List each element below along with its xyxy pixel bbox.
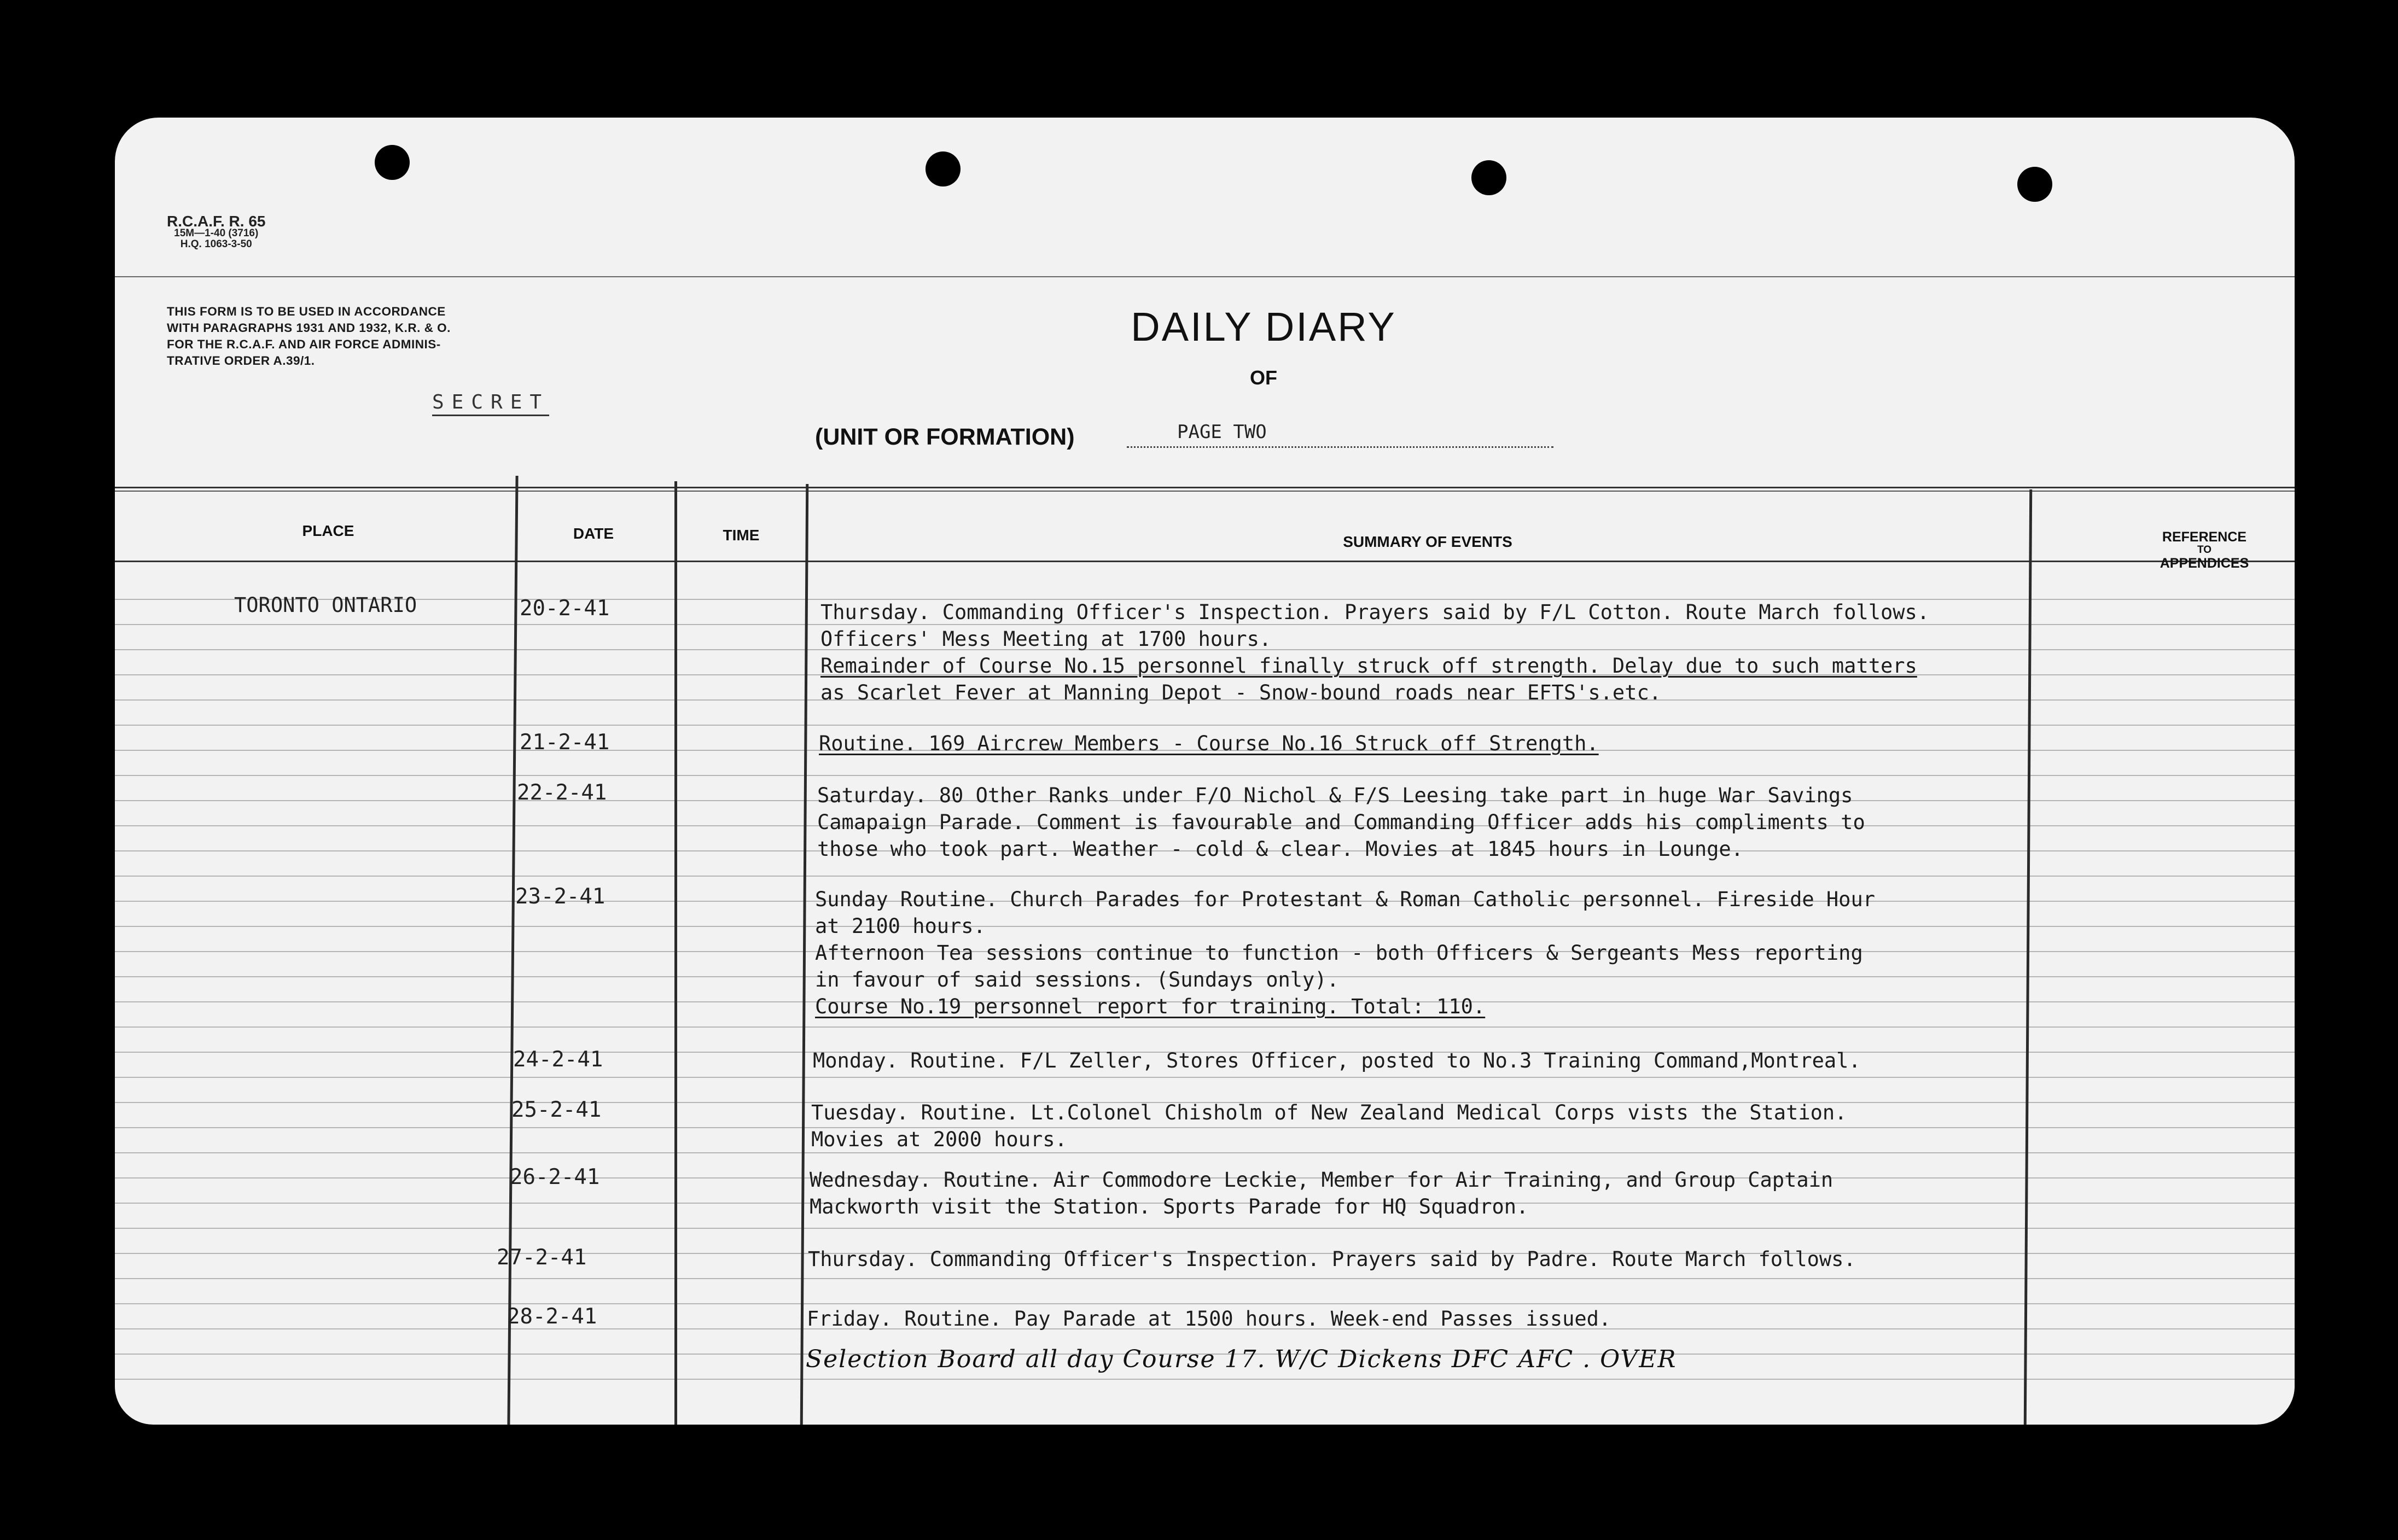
entry-date: 20-2-41 <box>520 596 610 621</box>
entry-date: 21-2-41 <box>520 730 610 755</box>
column-header-summary: SUMMARY OF EVENTS <box>1343 533 1512 550</box>
summary-line: Wednesday. Routine. Air Commodore Leckie, Member for Air Training, and Group Captain <box>810 1168 1834 1192</box>
punch-hole <box>375 145 410 180</box>
rule-line <box>115 1228 2295 1229</box>
reference-header-line: REFERENCE <box>2162 529 2247 545</box>
entry-date: 27-2-41 <box>497 1245 587 1270</box>
entry-date: 22-2-41 <box>517 780 607 805</box>
entry-date: 28-2-41 <box>507 1304 597 1329</box>
entry-summary <box>811 1099 1847 1153</box>
rule-line <box>115 876 2295 877</box>
entry-date: 24-2-41 <box>513 1047 603 1072</box>
instruction-line: TRATIVE ORDER A.39/1. <box>167 354 315 368</box>
entry-summary <box>820 599 1929 706</box>
rule-line <box>115 775 2295 776</box>
column-divider <box>800 484 809 1425</box>
entry-summary <box>819 730 1599 757</box>
entry-summary <box>817 782 1865 862</box>
entry-date: 26-2-41 <box>510 1165 600 1189</box>
entry-summary <box>808 1246 1856 1273</box>
form-number-line: 15M—1-40 (3716) <box>174 228 259 239</box>
rule-line <box>115 491 2295 492</box>
summary-line: Afternoon Tea sessions continue to function - both Officers & Sergeants Mess reporting <box>815 941 1863 965</box>
form-number-line: H.Q. 1063-3-50 <box>180 238 252 250</box>
column-divider <box>507 476 518 1425</box>
handwritten-note: Selection Board all day Course 17. W/C Dickens DFC AFC . OVER <box>806 1345 1677 1373</box>
entry-summary <box>807 1305 1611 1332</box>
form-number <box>167 215 265 250</box>
diary-card <box>115 118 2295 1425</box>
instruction-line: WITH PARAGRAPHS 1931 AND 1932, K.R. & O. <box>167 321 451 335</box>
summary-line: Tuesday. Routine. Lt.Colonel Chisholm of New Zealand Medical Corps vists the Station. <box>811 1101 1847 1124</box>
title-of: OF <box>1250 366 1277 389</box>
rule-line <box>115 1026 2295 1028</box>
place-value: TORONTO ONTARIO <box>234 593 417 617</box>
summary-line: Saturday. 80 Other Ranks under F/O Nichol & F/S Leesing take part in huge War Savings <box>817 784 1853 807</box>
column-header-reference <box>2133 530 2275 570</box>
reference-header-line: APPENDICES <box>2160 556 2249 571</box>
instruction-line: THIS FORM IS TO BE USED IN ACCORDANCE <box>167 305 446 318</box>
rule-line <box>115 1379 2295 1380</box>
column-header-place: PLACE <box>302 522 354 539</box>
column-header-time: TIME <box>723 527 760 544</box>
summary-line: in favour of said sessions. (Sundays only). <box>815 968 1339 991</box>
punch-hole <box>2017 167 2052 202</box>
page-title: DAILY DIARY <box>1131 304 1396 349</box>
form-instructions <box>167 304 599 369</box>
entry-summary <box>815 886 1875 1020</box>
column-divider <box>2024 489 2032 1425</box>
summary-line: Officers' Mess Meeting at 1700 hours. <box>820 627 1272 651</box>
rule-line <box>115 487 2295 488</box>
classification-stamp: SECRET <box>432 391 549 416</box>
summary-line: as Scarlet Fever at Manning Depot - Snow-bound roads near EFTS's.etc. <box>820 681 1662 704</box>
summary-line: Thursday. Commanding Officer's Inspection. Prayers said by Padre. Route March follows. <box>808 1247 1856 1271</box>
instruction-line: FOR THE R.C.A.F. AND AIR FORCE ADMINIS- <box>167 337 441 351</box>
summary-line: Camapaign Parade. Comment is favourable and Commanding Officer adds his compliments to <box>817 810 1865 834</box>
summary-line: Sunday Routine. Church Parades for Protestant & Roman Catholic personnel. Fireside Hour <box>815 888 1876 911</box>
summary-line: at 2100 hours. <box>815 914 986 938</box>
summary-line: Routine. 169 Aircrew Members - Course No.16 Struck off Strength. <box>819 732 1599 755</box>
entry-summary <box>813 1047 1861 1074</box>
summary-line: Monday. Routine. F/L Zeller, Stores Officer, posted to No.3 Training Command,Montreal. <box>813 1049 1861 1072</box>
summary-line: Mackworth visit the Station. Sports Parade for HQ Squadron. <box>810 1195 1529 1218</box>
form-number-line: R.C.A.F. R. 65 <box>167 213 266 230</box>
rule-line <box>115 276 2295 277</box>
punch-hole <box>1471 160 1506 195</box>
rule-line <box>115 561 2295 562</box>
entry-date: 25-2-41 <box>511 1098 602 1122</box>
rule-line <box>115 725 2295 726</box>
column-header-date: DATE <box>573 525 614 542</box>
summary-line: Remainder of Course No.15 personnel finally struck off strength. Delay due to such matters <box>820 654 1917 678</box>
unit-value: PAGE TWO <box>1127 421 1553 448</box>
summary-line: Course No.19 personnel report for training. Total: 110. <box>815 995 1486 1018</box>
summary-line: Movies at 2000 hours. <box>811 1128 1067 1151</box>
rule-line <box>115 1278 2295 1279</box>
rule-line <box>115 1077 2295 1078</box>
entry-date: 23-2-41 <box>515 884 606 909</box>
reference-header-line: TO <box>2197 544 2212 556</box>
summary-line: Thursday. Commanding Officer's Inspection. Prayers said by F/L Cotton. Route March follows. <box>820 600 1930 624</box>
unit-label: (UNIT OR FORMATION) <box>815 424 1075 450</box>
punch-hole <box>926 151 961 186</box>
rule-line <box>115 1303 2295 1304</box>
summary-line: those who took part. Weather - cold & clear. Movies at 1845 hours in Lounge. <box>817 837 1743 861</box>
summary-line: Friday. Routine. Pay Parade at 1500 hours. Week-end Passes issued. <box>807 1307 1611 1331</box>
column-divider <box>674 481 677 1425</box>
entry-summary <box>810 1166 1833 1220</box>
